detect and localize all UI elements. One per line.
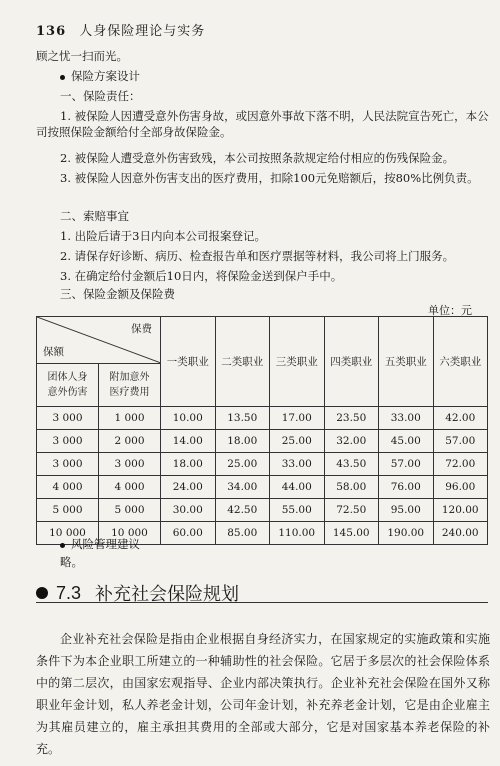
table-cell: 120.00 xyxy=(433,499,488,522)
table-cell: 240.00 xyxy=(433,522,488,545)
text-line: 3. 在确定给付金额后10日内，将保险金送到保户手中。 xyxy=(60,269,343,283)
table-cell: 44.00 xyxy=(270,476,325,499)
table-cell: 18.00 xyxy=(161,453,216,476)
table-cell: 76.00 xyxy=(379,476,434,499)
table-cell: 72.00 xyxy=(433,453,488,476)
table-cell: 110.00 xyxy=(270,522,325,545)
table-cell: 33.00 xyxy=(379,407,434,430)
table-cell: 55.00 xyxy=(270,499,325,522)
table-cell: 33.00 xyxy=(270,453,325,476)
bullet-icon xyxy=(60,75,65,80)
col-header: 三类职业 xyxy=(270,317,325,407)
subheading: 三、保险金额及保险费 xyxy=(60,287,175,301)
table-cell: 30.00 xyxy=(161,499,216,522)
table-cell: 13.50 xyxy=(215,407,270,430)
bullet-heading: 保险方案设计 xyxy=(60,68,140,84)
table-corner xyxy=(37,317,161,364)
table-row xyxy=(37,430,488,453)
table-cell: 57.00 xyxy=(379,453,434,476)
table-cell: 3 000 xyxy=(99,453,161,476)
table-cell: 72.50 xyxy=(324,499,379,522)
table-cell: 85.00 xyxy=(215,522,270,545)
table-cell: 17.00 xyxy=(270,407,325,430)
col-header: 二类职业 xyxy=(215,317,270,407)
table-cell: 1 000 xyxy=(99,407,161,430)
col-header: 五类职业 xyxy=(379,317,434,407)
table-cell: 60.00 xyxy=(161,522,216,545)
table-cell: 10 000 xyxy=(37,522,99,545)
text-line: 2. 请保存好诊断、病历、检查报告单和医疗票据等材料，我公司将上门服务。 xyxy=(60,249,455,263)
table-row xyxy=(37,453,488,476)
col-header: 六类职业 xyxy=(433,317,488,407)
table-cell: 45.00 xyxy=(379,430,434,453)
table-row xyxy=(37,407,488,430)
table-cell: 3 000 xyxy=(37,407,99,430)
table-cell: 25.00 xyxy=(270,430,325,453)
unit-label: 单位：元 xyxy=(428,304,472,317)
table-cell: 5 000 xyxy=(37,499,99,522)
text-line: 1. 出险后请于3日内向本公司报案登记。 xyxy=(60,229,266,243)
bullet-icon xyxy=(60,543,65,548)
corner-bottom-label: 保额 xyxy=(43,346,64,358)
paragraph: 1. 被保险人因遭受意外伤害身故，或因意外事故下落不明，人民法院宣告死亡，本公司按照保险金额给付全部身故保险金。 xyxy=(36,109,489,139)
col-header-accident: 团体人身意外伤害 xyxy=(37,364,99,407)
subheading: 二、索赔事宜 xyxy=(60,209,129,223)
table-cell: 58.00 xyxy=(324,476,379,499)
table-cell: 95.00 xyxy=(379,499,434,522)
table-cell: 43.50 xyxy=(324,453,379,476)
table-cell: 57.00 xyxy=(433,430,488,453)
table-cell: 10.00 xyxy=(161,407,216,430)
table-cell: 5 000 xyxy=(99,499,161,522)
col-header-medical: 附加意外医疗费用 xyxy=(99,364,161,407)
section-rule xyxy=(36,602,488,603)
table-row xyxy=(37,476,488,499)
text-line: 略。 xyxy=(60,555,83,569)
section-body: 企业补充社会保险是指由企业根据自身经济实力，在国家规定的实施政策和实施条件下为本企业职工所建立的一种辅助性的社会保险。它居于多层次的社会保险体系中的第二层次，由国家宏观指导、企业内部决策执行。企业补充社会保险在国外又称职业年金计划，私人养老金计划，公司年金计划，补充养老金计划，它是由企业雇主为其雇员建立的，雇主承担其费用的全部或大部分，它是对国家基本养老保险的补充。 xyxy=(36,632,490,756)
table-cell: 42.00 xyxy=(433,407,488,430)
table-cell: 190.00 xyxy=(379,522,434,545)
premium-table xyxy=(36,316,488,545)
table-row xyxy=(37,499,488,522)
table-cell: 3 000 xyxy=(37,453,99,476)
table-cell: 18.00 xyxy=(215,430,270,453)
table-cell: 3 000 xyxy=(37,430,99,453)
table-cell: 10 000 xyxy=(99,522,161,545)
table-cell: 4 000 xyxy=(99,476,161,499)
table-cell: 34.00 xyxy=(215,476,270,499)
table-cell: 25.00 xyxy=(215,453,270,476)
page-number: 136 xyxy=(36,24,67,39)
table-cell: 42.50 xyxy=(215,499,270,522)
table-cell: 14.00 xyxy=(161,430,216,453)
table-cell: 96.00 xyxy=(433,476,488,499)
table-cell: 32.00 xyxy=(324,430,379,453)
col-header: 一类职业 xyxy=(161,317,216,407)
text-line: 顾之忧一扫而光。 xyxy=(36,49,128,63)
table-cell: 145.00 xyxy=(324,522,379,545)
corner-top-label: 保费 xyxy=(131,323,152,335)
col-header: 四类职业 xyxy=(324,317,379,407)
section-number: 7.3 xyxy=(56,582,82,603)
book-title: 人身保险理论与实务 xyxy=(79,24,206,39)
running-header xyxy=(36,20,205,39)
table-cell: 24.00 xyxy=(161,476,216,499)
paragraph: 3. 被保险人因意外伤害支出的医疗费用，扣除100元免赔额后，按80%比例负责。 xyxy=(60,171,479,185)
bullet-heading: 风险管理建议 xyxy=(60,536,140,552)
table-cell: 2 000 xyxy=(99,430,161,453)
section-bullet-icon xyxy=(36,587,48,599)
subheading: 一、保险责任： xyxy=(60,89,141,103)
table-cell: 23.50 xyxy=(324,407,379,430)
table-cell: 4 000 xyxy=(37,476,99,499)
section-title: 补充社会保险规划 xyxy=(95,584,240,605)
text-line: 2. 被保险人遭受意外伤害致残，本公司按照条款规定给付相应的伤残保险金。 xyxy=(60,151,455,165)
